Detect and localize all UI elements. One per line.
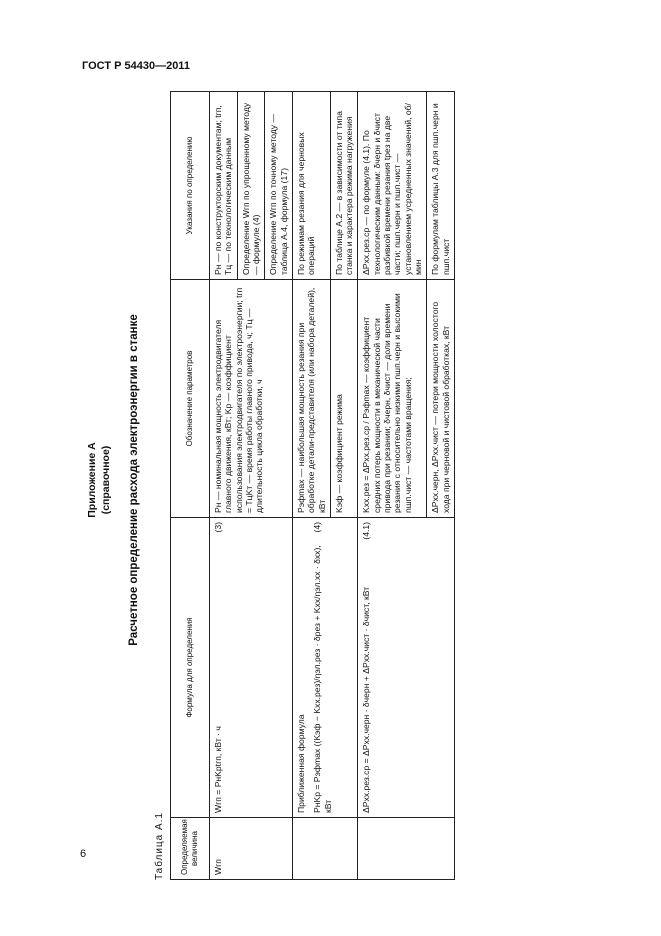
- cell-instructions: По режимам резания для черновых операций: [292, 92, 330, 280]
- table-row: [292, 92, 330, 880]
- col-header-formula: Формула для определения: [171, 518, 210, 818]
- appendix-note: (справочное): [100, 445, 112, 515]
- cell-params: Pн — номинальная мощность электродвигателя главного движения, кВт; Kр — коэффициент использования электродвигателя по электроэнергии; tгп = TцKт — время работы главного привода, ч; Tц — длительность цикла обработки, ч: [210, 280, 293, 518]
- cell-formula: [358, 518, 455, 818]
- formula-number: (4): [312, 522, 323, 533]
- formula-text: Wгп = PнKрtгп, кВт · ч: [213, 726, 223, 813]
- page-number: 6: [80, 848, 87, 860]
- cell-params: ΔPхх.черн, ΔPхх.чист — потери мощности холостого хода при черновой и чистовой обработках, кВт: [427, 280, 455, 518]
- col-header-instructions: Указания по определению: [171, 92, 210, 280]
- cell-quantity: Wгп: [210, 818, 293, 880]
- document-header: ГОСТ Р 54430—2011: [82, 60, 190, 72]
- col-header-params: Обозначение параметров: [171, 280, 210, 518]
- cell-instructions: По таблице А.2 — в зависимости от типа станка и характера режима нагружения: [330, 92, 358, 280]
- table-caption: Таблица А.1: [154, 812, 165, 880]
- formula-number: (3): [213, 522, 223, 533]
- cell-quantity: [292, 818, 358, 880]
- cell-formula: [292, 518, 358, 818]
- table-row: [358, 92, 427, 880]
- col-header-quantity: Определяемая величина: [171, 818, 210, 880]
- calculation-table: [170, 91, 455, 880]
- formula-label: Приближенная формула: [295, 714, 306, 813]
- table-row: [210, 92, 238, 880]
- cell-instructions: Pн — по конструкторским документам; tгп, Tц — по технологическим данным: [210, 92, 238, 280]
- cell-instructions: По формулам таблицы А.3 для nшп.черн и nшп.чист: [427, 92, 455, 280]
- cell-params: Pэфmax — наибольшая мощность резания при обработке детали-представителя (или набора деталей), кВт: [292, 280, 330, 518]
- formula-text: ΔPхх.рез.ср = ΔPхх.черн · δчерн + ΔPхх.чист · δчист, кВт: [361, 586, 372, 813]
- table-header-row: [171, 92, 210, 880]
- cell-formula: [210, 518, 293, 818]
- formula-number: (4.1): [361, 522, 372, 540]
- rotated-page-body: [72, 80, 612, 880]
- formula-text: PнKр = Pэфmax ((Kэф − Kхх.рез)/ηэл.рез · δрез + Kхх/ηэл.хх · δхх), кВт: [312, 545, 333, 813]
- cell-quantity: [358, 818, 455, 880]
- cell-instructions: ΔPхх.рез.ср — по формуле (4.1). По технологическим данным: δчерн и δчист разбивкой времени резания tрез на две части; nшп.черн и nшп.чист — установлением усредненных значений, об/мин: [358, 92, 427, 280]
- cell-params: Kэф — коэффициент режима: [330, 280, 358, 518]
- section-title: Расчетное определение расхода электроэнергии в станке: [128, 314, 140, 646]
- cell-instructions: Определение Wгп по упрощенному методу — формуле (4): [237, 92, 265, 280]
- cell-params: Kхх.рез = ΔPхх.рез.ср / Pэфmax — коэффициент средних потерь мощности в механической части привода при резании; δчерн, δчист — доли времени резания с относительно низкими nшп.черн и высокими nшп.чист — частотами вращения;: [358, 280, 427, 518]
- appendix-title: Приложение А: [86, 442, 98, 518]
- cell-instructions: Определение Wгп по точному методу — таблица А.4, формула (17): [265, 92, 293, 280]
